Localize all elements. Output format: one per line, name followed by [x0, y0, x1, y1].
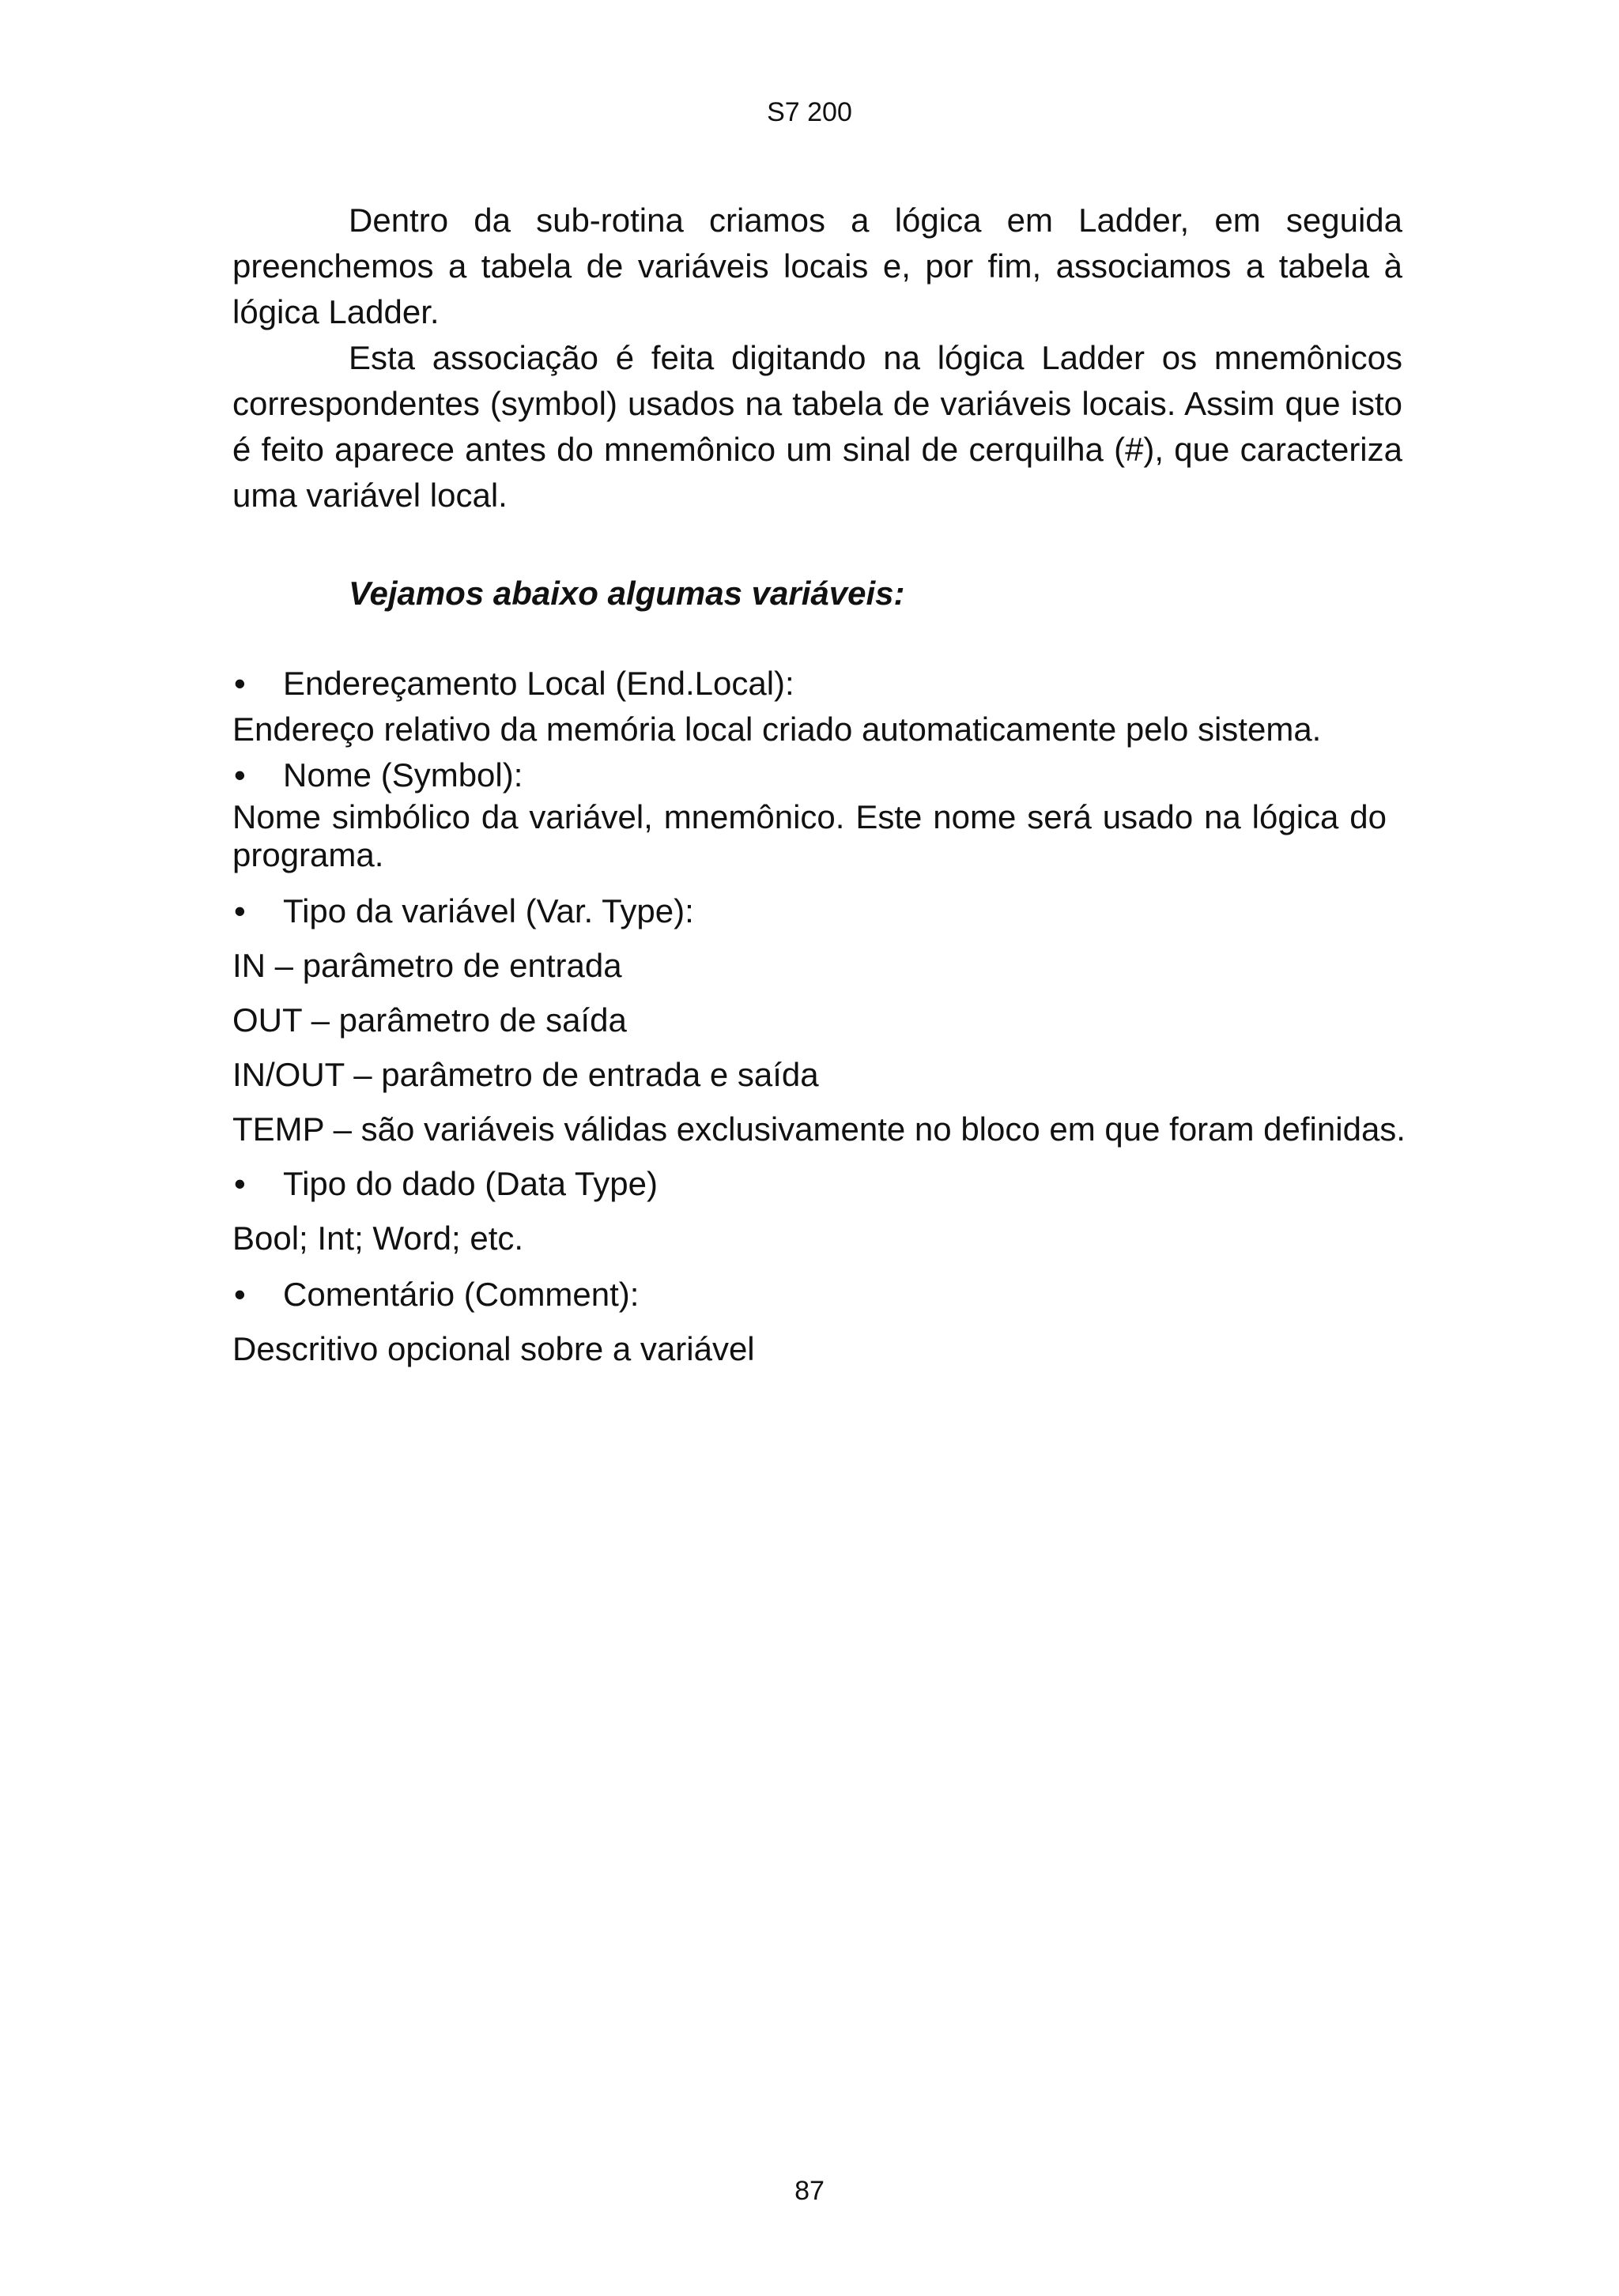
running-header: S7 200 — [767, 97, 852, 127]
bullet-icon: • — [234, 1276, 246, 1313]
list-item — [232, 892, 694, 931]
page-number: 87 — [794, 2176, 825, 2206]
bullet-icon: • — [234, 1165, 246, 1202]
list-item-heading: Comentário (Comment): — [283, 1276, 640, 1313]
list-item-heading: Tipo da variável (Var. Type): — [283, 892, 694, 929]
list-item-description: Descritivo opcional sobre a variável — [232, 1330, 755, 1367]
body-paragraph: Dentro da sub-rotina criamos a lógica em Ladder, em seguida preenchemos a tabela de variáveis locais e, por fim, associamos a tabela à lógica Ladder. — [232, 202, 1402, 330]
section-subtitle: Vejamos abaixo algumas variáveis: — [349, 575, 905, 612]
bullet-icon: • — [234, 756, 246, 794]
list-item-heading: Tipo do dado (Data Type) — [283, 1165, 658, 1202]
list-item — [232, 756, 523, 795]
list-item-description: Endereço relativo da memória local criado automaticamente pelo sistema. — [232, 711, 1322, 748]
list-item — [232, 1164, 658, 1204]
list-item-description: TEMP – são variáveis válidas exclusivamente no bloco em que foram definidas. — [232, 1110, 1406, 1148]
bullet-icon: • — [234, 892, 246, 929]
list-item-description: Bool; Int; Word; etc. — [232, 1220, 524, 1257]
body-paragraph: Esta associação é feita digitando na lógica Ladder os mnemônicos correspondentes (symbol) usados na tabela de variáveis locais. Assim que isto é feito aparece antes do mnemônico um sinal de cerquilha (#), que caracteriza uma variável local. — [232, 339, 1402, 514]
list-item — [232, 664, 794, 703]
list-item-description: OUT – parâmetro de saída — [232, 1001, 627, 1039]
list-item-heading: Nome (Symbol): — [283, 756, 523, 794]
list-item — [232, 1275, 639, 1314]
body-paragraph-2-container — [232, 335, 1402, 518]
list-item-description: IN/OUT – parâmetro de entrada e saída — [232, 1056, 819, 1093]
list-item-description: Nome simbólico da variável, mnemônico. Este nome será usado na lógica do programa. — [232, 798, 1387, 873]
list-item-heading: Endereçamento Local (End.Local): — [283, 665, 794, 702]
list-item-description: IN – parâmetro de entrada — [232, 947, 622, 984]
bullet-icon: • — [234, 665, 246, 702]
body-paragraph-1-container — [232, 198, 1402, 335]
